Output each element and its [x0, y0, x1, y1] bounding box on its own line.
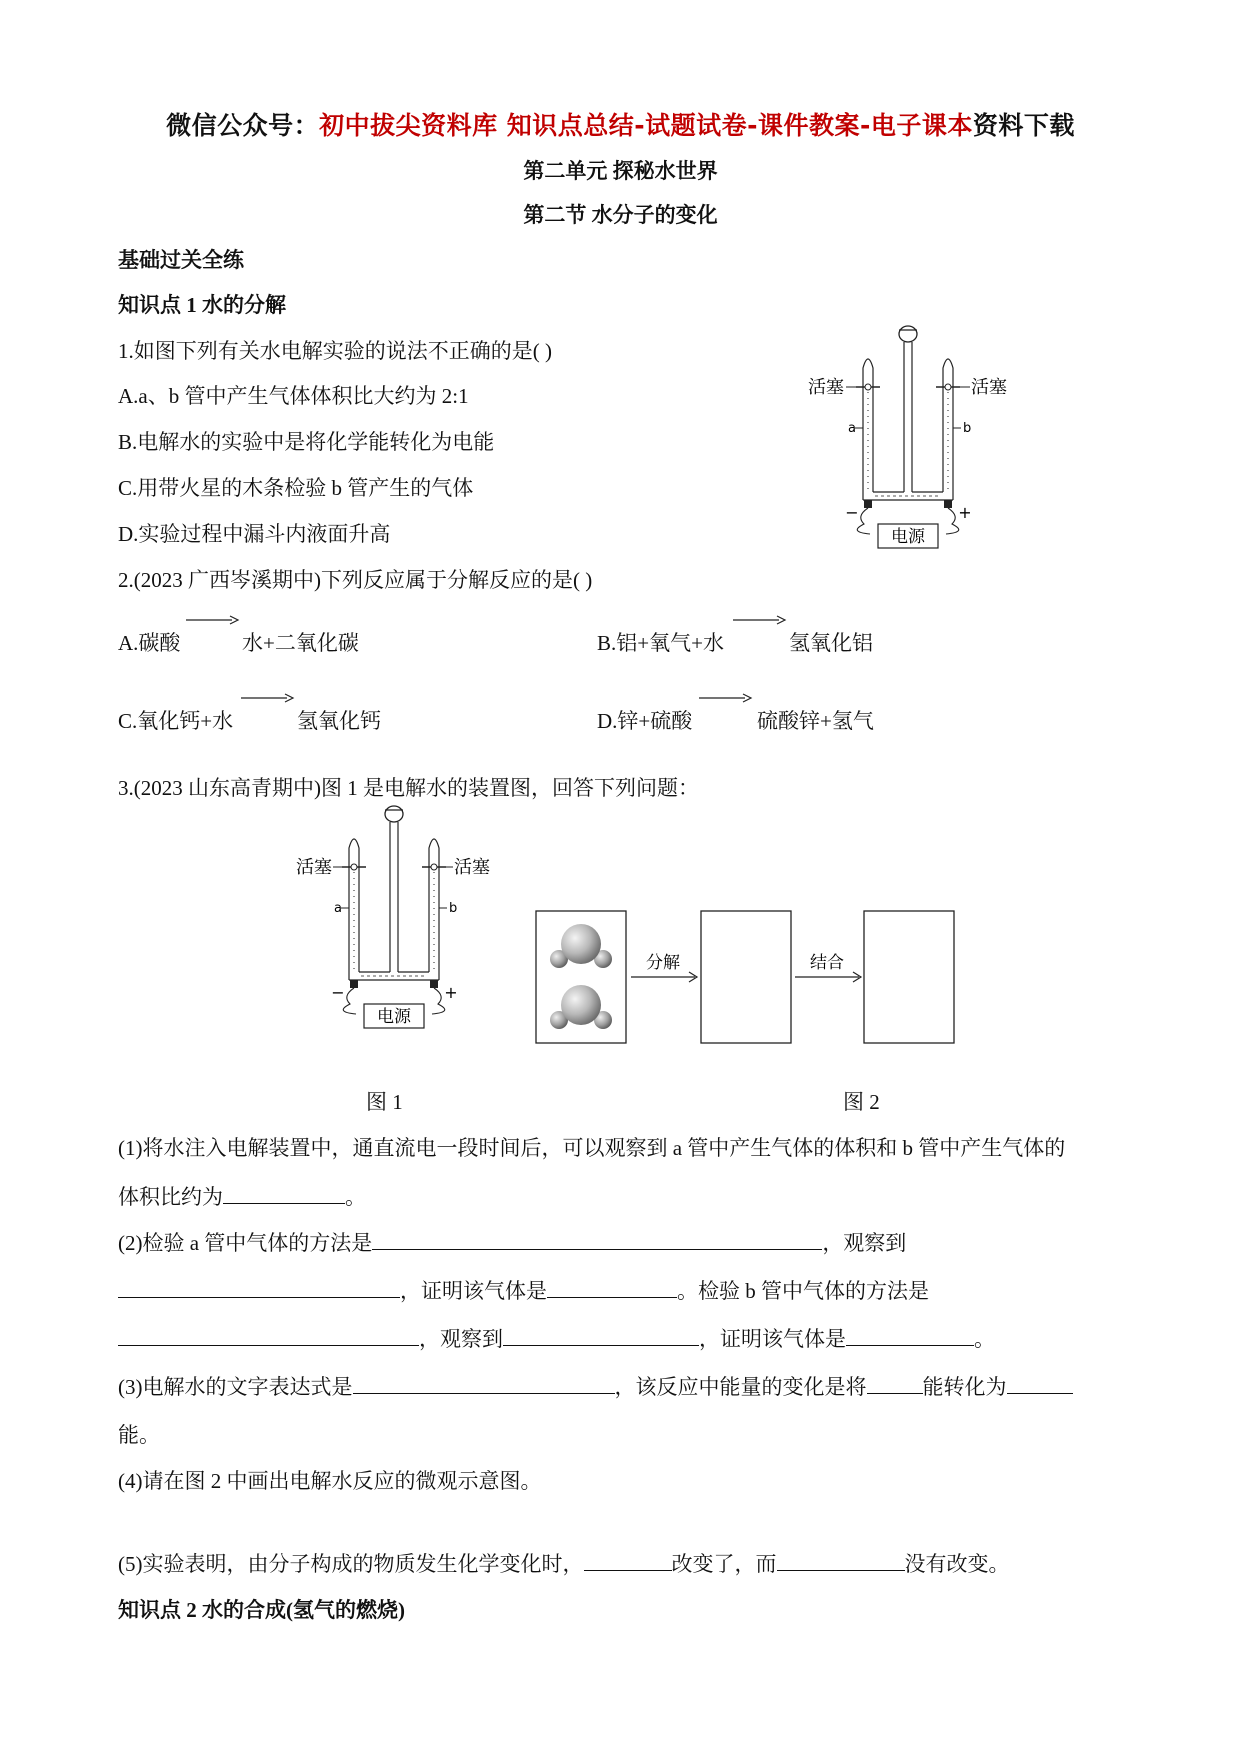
figure-1-caption: 图 1 — [366, 1090, 403, 1114]
q3-part1-text: 体积比约为 — [118, 1185, 223, 1209]
fig1-minus-terminal: − — [331, 983, 345, 1002]
q3-part2-text-c-mid2: ，证明该气体是 — [699, 1327, 846, 1351]
q2-option-a-right: 水+二氧化碳 — [242, 631, 359, 655]
q3-part3-blank-equation[interactable] — [353, 1373, 615, 1394]
fig1-valve-right-label: 活塞 — [454, 857, 490, 878]
practice-title: 基础过关全练 — [118, 248, 244, 272]
atoms-box — [701, 911, 791, 1043]
header-suffix: 资料下载 — [972, 111, 1075, 140]
fig1-valve-left-label: 活塞 — [296, 857, 332, 878]
q3-part5-text-a: (5)实验表明，由分子构成的物质发生化学变化时， — [118, 1552, 584, 1576]
knowledge-point-1-title: 知识点 1 水的分解 — [118, 293, 286, 317]
electrolysis-apparatus-diagram — [808, 320, 1008, 560]
q3-part2-blank-observe-b[interactable] — [503, 1325, 699, 1346]
q2-option-b-arrow — [733, 614, 787, 626]
q3-part3-text-mid2: 能转化为 — [922, 1375, 1007, 1399]
page-header — [0, 106, 1241, 142]
oxygen-atom — [561, 924, 601, 964]
q3-part5 — [118, 1548, 1010, 1578]
q3-part2-blank-gas-b[interactable] — [846, 1325, 974, 1346]
valve-right-label: 活塞 — [971, 377, 1007, 398]
q2-option-c-right: 氢氧化钙 — [297, 709, 381, 733]
figure-1-apparatus — [294, 800, 494, 1040]
q3-part2-blank-method-a[interactable] — [372, 1229, 822, 1250]
q3-part2-text-b-mid: ，证明该气体是 — [400, 1279, 547, 1303]
q3-part2-line2 — [118, 1275, 929, 1305]
q3-part2-text-c-end: 。 — [974, 1327, 995, 1351]
fig1-tube-a-label: a — [334, 901, 342, 916]
figure-2-micro-diagram — [535, 910, 955, 1045]
q3-part2-blank-gas-a[interactable] — [547, 1277, 677, 1298]
header-highlight: 初中拔尖资料库 知识点总结-试题试卷-课件教案-电子课本 — [319, 111, 973, 140]
fig1-plus-terminal: + — [444, 983, 458, 1002]
q2-option-d-right: 硫酸锌+氢气 — [757, 709, 874, 733]
q3-part2-blank-method-b[interactable] — [118, 1325, 419, 1346]
q3-part2-text-a-end: ，观察到 — [822, 1231, 907, 1255]
q3-part3-blank-energy-to[interactable] — [1007, 1373, 1073, 1394]
q3-part3-line2: 能。 — [118, 1423, 160, 1447]
q3-part1-line1: (1)将水注入电解装置中，通直流电一段时间后，可以观察到 a 管中产生气体的体积和 b 管中产生气体的 — [118, 1136, 1066, 1160]
q3-part3-line1 — [118, 1371, 1073, 1401]
q3-part2-text-b-end: 。检验 b 管中气体的方法是 — [677, 1279, 929, 1303]
products-box — [864, 911, 954, 1043]
decompose-label: 分解 — [646, 953, 680, 973]
q3-part5-text-mid: 改变了，而 — [671, 1552, 777, 1576]
knowledge-point-2-title: 知识点 2 水的合成(氢气的燃烧) — [118, 1598, 405, 1622]
q1-option-d: D.实验过程中漏斗内液面升高 — [118, 522, 391, 546]
q3-part5-blank-unchanged[interactable] — [777, 1550, 905, 1571]
minus-terminal: − — [845, 503, 859, 522]
q2-option-c-left: C.氧化钙+水 — [118, 709, 234, 733]
q3-part1-blank[interactable] — [223, 1183, 345, 1204]
q1-option-b: B.电解水的实验中是将化学能转化为电能 — [118, 430, 495, 454]
q3-part2-line3 — [118, 1323, 995, 1353]
q2-option-a-left: A.碳酸 — [118, 631, 181, 655]
header-prefix: 微信公众号： — [166, 111, 320, 140]
q3-part2-text-c-mid1: ，观察到 — [419, 1327, 503, 1351]
q3-part2-blank-observe-a[interactable] — [118, 1277, 400, 1298]
q3-part3-text-mid: ，该反应中能量的变化是将 — [614, 1375, 867, 1399]
section-title: 第二节 水分子的变化 — [523, 203, 718, 227]
q1-option-c: C.用带火星的木条检验 b 管产生的气体 — [118, 476, 474, 500]
q3-part3-blank-energy-from[interactable] — [867, 1373, 923, 1394]
q3-part2-line1 — [118, 1227, 906, 1257]
plus-terminal: + — [958, 503, 972, 522]
q2-stem: 2.(2023 广西岑溪期中)下列反应属于分解反应的是( ) — [118, 568, 593, 592]
tube-b-label: b — [963, 421, 972, 436]
q1-option-a: A.a、b 管中产生气体体积比大约为 2:1 — [118, 384, 469, 408]
combine-label: 结合 — [810, 953, 844, 973]
oxygen-atom — [561, 985, 601, 1025]
q2-option-c-arrow — [241, 692, 295, 704]
q1-stem: 1.如图下列有关水电解实验的说法不正确的是( ) — [118, 339, 552, 363]
q2-option-a-arrow — [186, 614, 240, 626]
q3-part2-text-a: (2)检验 a 管中气体的方法是 — [118, 1231, 373, 1255]
q3-part1-line2 — [118, 1181, 366, 1211]
q3-part4: (4)请在图 2 中画出电解水反应的微观示意图。 — [118, 1469, 542, 1493]
q2-option-b-left: B.铝+氧气+水 — [597, 631, 724, 655]
q3-part3-text-a: (3)电解水的文字表达式是 — [118, 1375, 353, 1399]
q3-part5-text-end: 没有改变。 — [904, 1552, 1010, 1576]
q3-stem: 3.(2023 山东高青期中)图 1 是电解水的装置图，回答下列问题： — [118, 776, 699, 800]
figure-2-caption: 图 2 — [843, 1090, 880, 1114]
unit-title: 第二单元 探秘水世界 — [523, 159, 718, 183]
valve-left-label: 活塞 — [808, 377, 844, 398]
q2-option-b-right: 氢氧化铝 — [789, 631, 873, 655]
q2-option-d-left: D.锌+硫酸 — [597, 709, 693, 733]
q3-part1-end: 。 — [345, 1185, 366, 1209]
fig1-tube-b-label: b — [449, 901, 458, 916]
tube-a-label: a — [848, 421, 856, 436]
q3-part5-blank-changed[interactable] — [584, 1550, 672, 1571]
power-supply-label: 电源 — [891, 527, 925, 547]
fig1-power-supply-label: 电源 — [377, 1007, 411, 1027]
q2-option-d-arrow — [699, 692, 753, 704]
